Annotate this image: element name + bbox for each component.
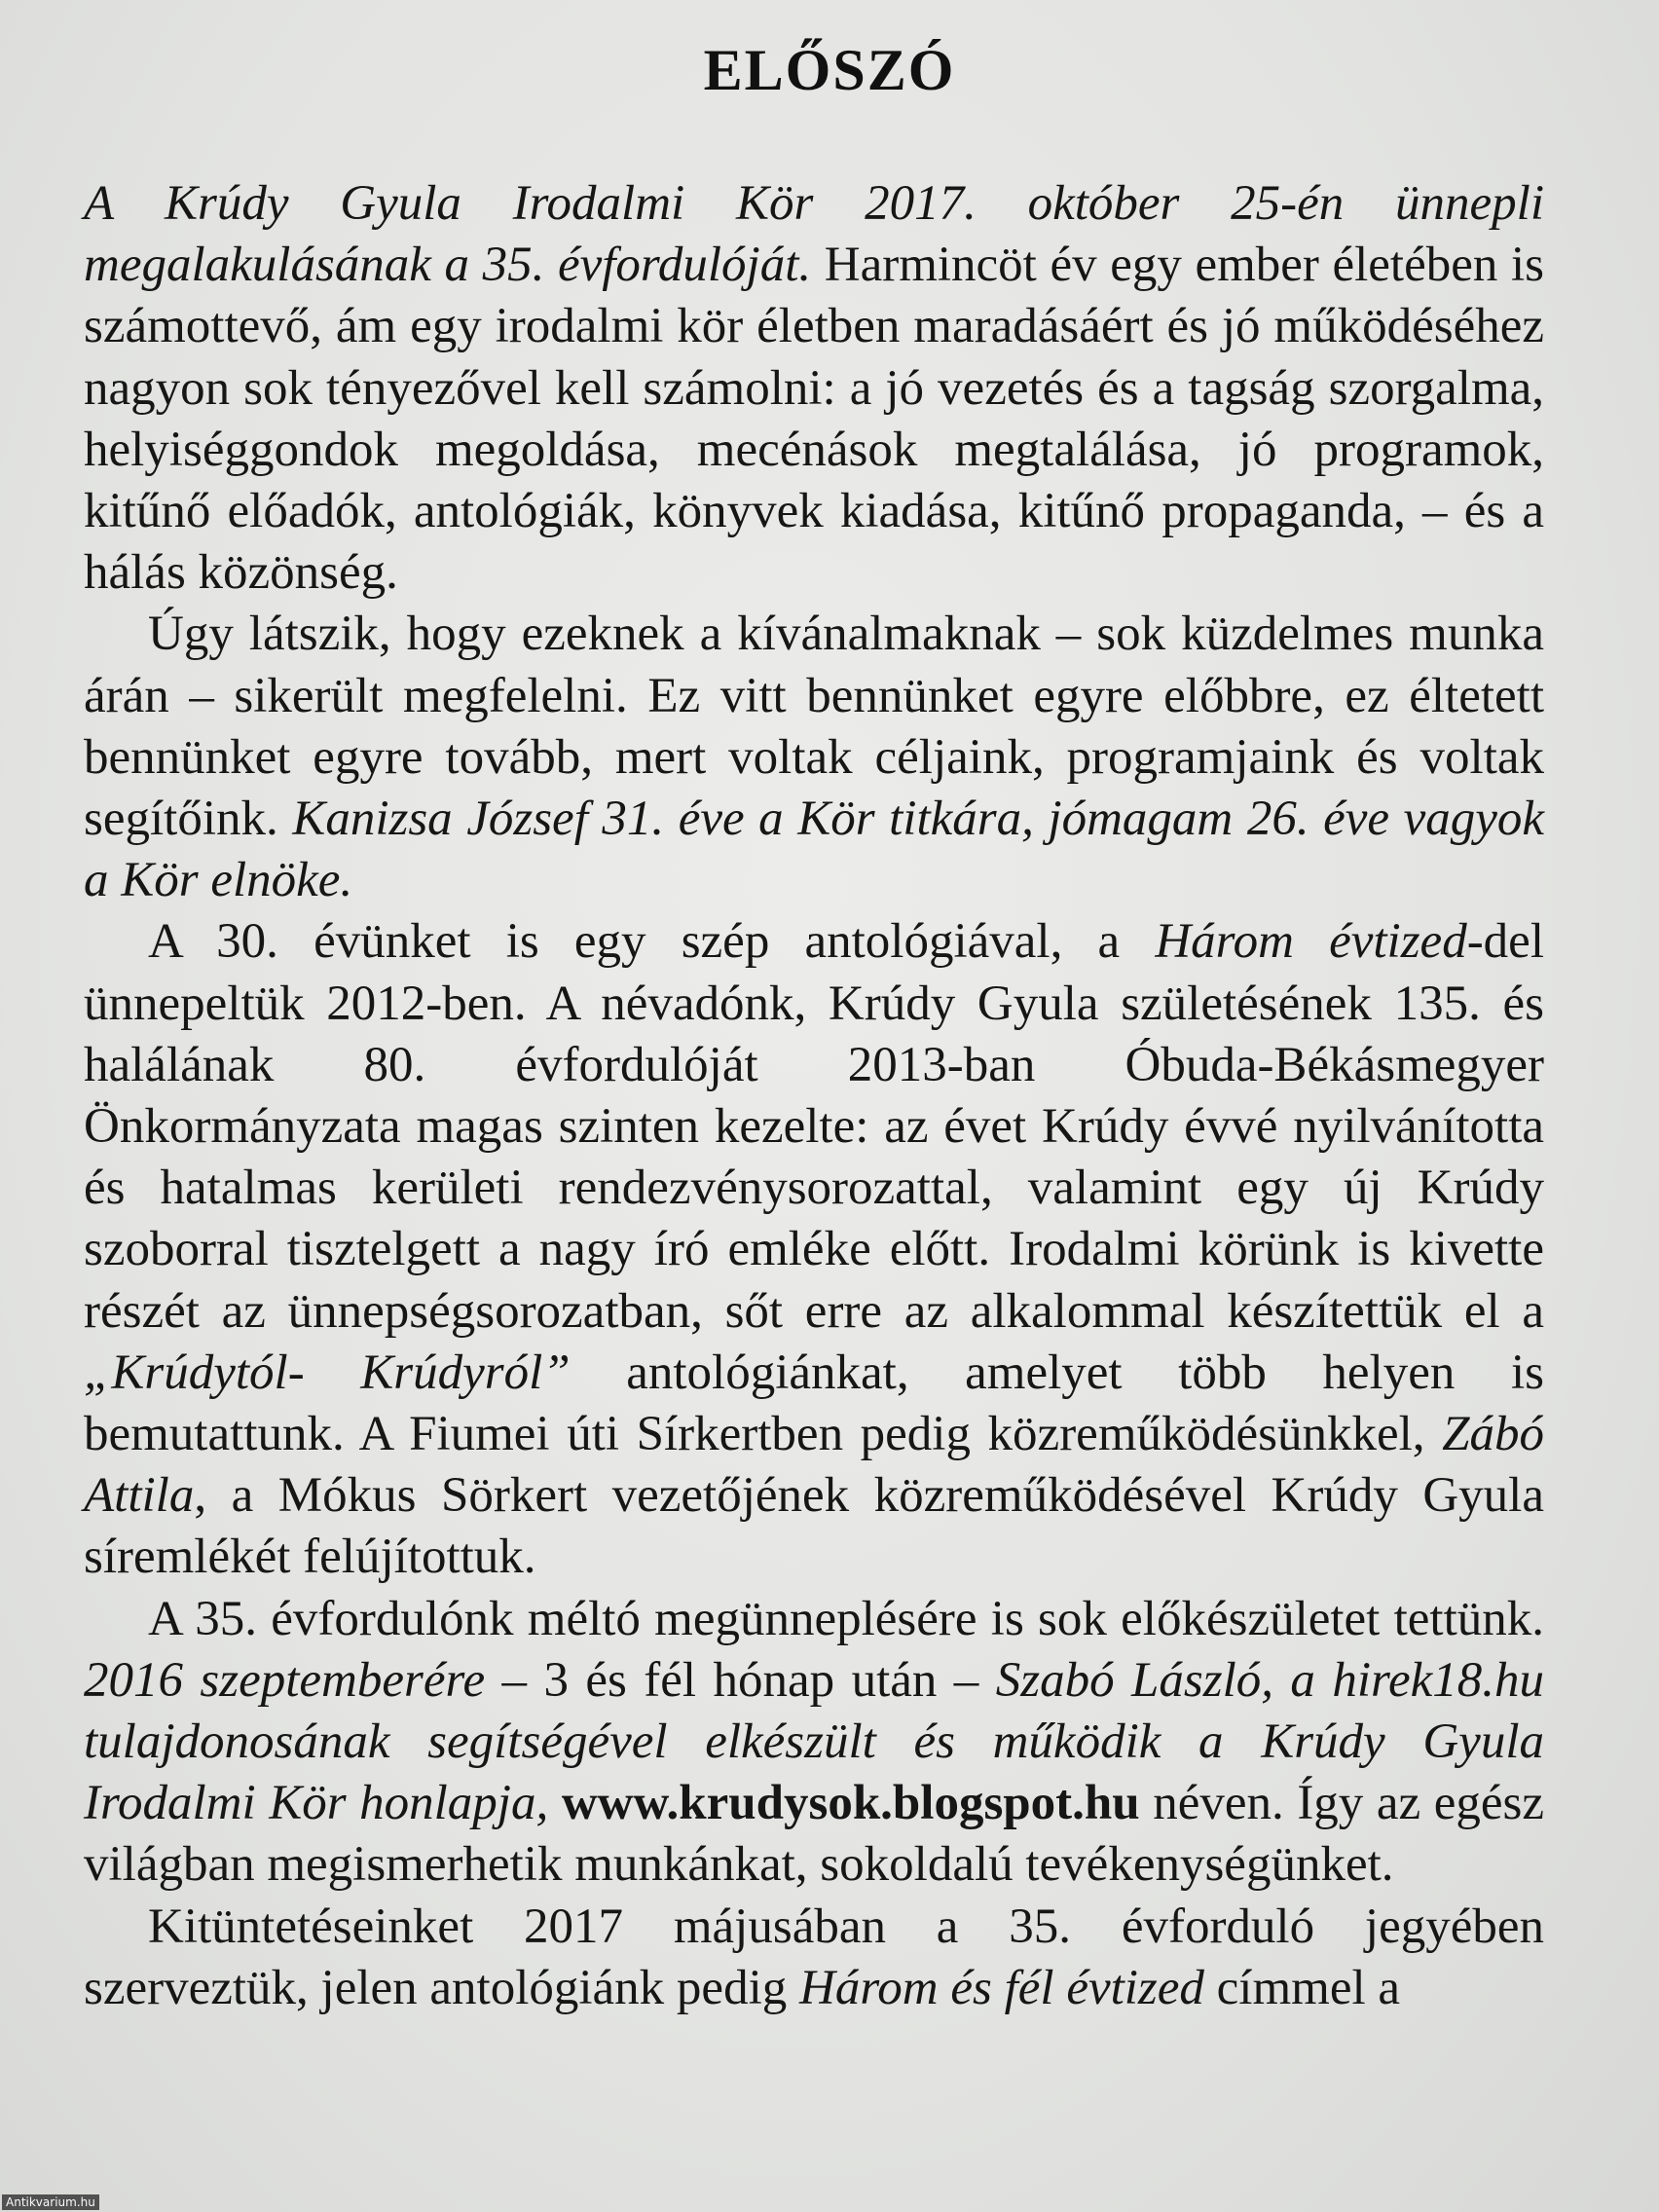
paragraph-3-text-1: A 30. évünket is egy szép antológiával, a (148, 914, 1156, 970)
book-title-harom-evtized: Három évtized (1155, 914, 1467, 970)
book-title-harom-es-fel: Három és fél évtized (799, 1960, 1204, 2015)
paragraph-2 (84, 604, 1544, 911)
paragraph-5 (84, 1897, 1544, 2019)
italic-lead: A Krúdy Gyula Irodalmi Kör 2017. október 25-én ünnepli megalakulásának a 35. évfordulóját. (84, 176, 1544, 293)
book-title-krudytol: „Krúdytól- Krúdyról” (84, 1345, 571, 1400)
paragraph-4-text-2: – 3 és fél hónap után – (485, 1652, 996, 1708)
paragraph-2-text: Úgy látszik, hogy ezeknek a kívánalmaknak – sok küzdelmes munka árán – sikerült megfelelni. Ez vitt bennünket egyre előbbre, ez éltetett bennünket egyre tovább, mert voltak céljaink, programjaink és voltak segítőink. (84, 607, 1544, 847)
paragraph-1-text: Harmincöt év egy ember életében is számottevő, ám egy irodalmi kör életben maradásáért és jó működéséhez nagyon sok tényezővel kell számolni: a jó vezetés és a tagság szorgalma, helyiséggondok megoldása, mecénások megtalálása, jó programok, kitűnő előadók, antológiák, könyvek kiadása, kitűnő propaganda, – és a hálás közönség. (84, 238, 1544, 601)
website-url: www.krudysok.blogspot.hu (561, 1776, 1140, 1831)
page-title: ELŐSZÓ (703, 38, 956, 102)
watermark-label: Antikvarium.hu (2, 2194, 99, 2210)
paragraph-4-italic-credit: Szabó László, a hirek18.hu tulajdonosának segítségével elkészült és működik a Krúdy Gyula Irodalmi Kör honlapja, (84, 1652, 1544, 1831)
paragraph-5-text-2: címmel a (1203, 1960, 1401, 2015)
paragraph-4 (84, 1589, 1544, 1897)
paragraph-5-text-1: Kitüntetéseinket 2017 májusában a 35. évforduló jegyében szerveztük, jelen antológiánk pedig (84, 1899, 1544, 2015)
paragraph-3-text-2: -del ünnepeltük 2012-ben. A névadónk, Krúdy Gyula születésének 135. és halálának 80. évfordulóját 2013-ban Óbuda-Békásmegyer Önkormányzata magas szinten kezelte: az évet Krúdy évvé nyilvánította és hatalmas kerületi rendezvénysorozattal, valamint egy új Krúdy szoborral tisztelgett a nagy író emléke előtt. Irodalmi körünk is kivette részét az ünnepségsorozatban, sőt erre az alkalommal készítettük el a (84, 914, 1544, 1339)
paragraph-3-text-4: , a Mókus Sörkert vezetőjének közreműködésével Krúdy Gyula síremlékét felújítottuk. (84, 1468, 1544, 1585)
paragraph-4-italic-date: 2016 szeptemberére (84, 1652, 486, 1708)
paragraph-4-text-3: néven. Így az egész világban megismerhetik munkánkat, sokoldalú tevékenységünket. (84, 1776, 1544, 1893)
paragraph-1 (84, 173, 1544, 604)
paragraph-3 (84, 911, 1544, 1588)
person-name-zabo-attila: Zábó Attila (84, 1407, 1544, 1524)
paragraph-2-italic: Kanizsa József 31. éve a Kör titkára, jómagam 26. éve vagyok a Kör elnöke. (84, 792, 1544, 908)
body-text (84, 173, 1544, 2019)
paragraph-4-text-1: A 35. évfordulónk méltó megünneplésére is sok előkészületet tettünk. (148, 1591, 1544, 1646)
paragraph-3-text-3: antológiánkat, amelyet több helyen is bemutattunk. A Fiumei úti Sírkertben pedig közreműködésünkkel, (84, 1345, 1544, 1462)
